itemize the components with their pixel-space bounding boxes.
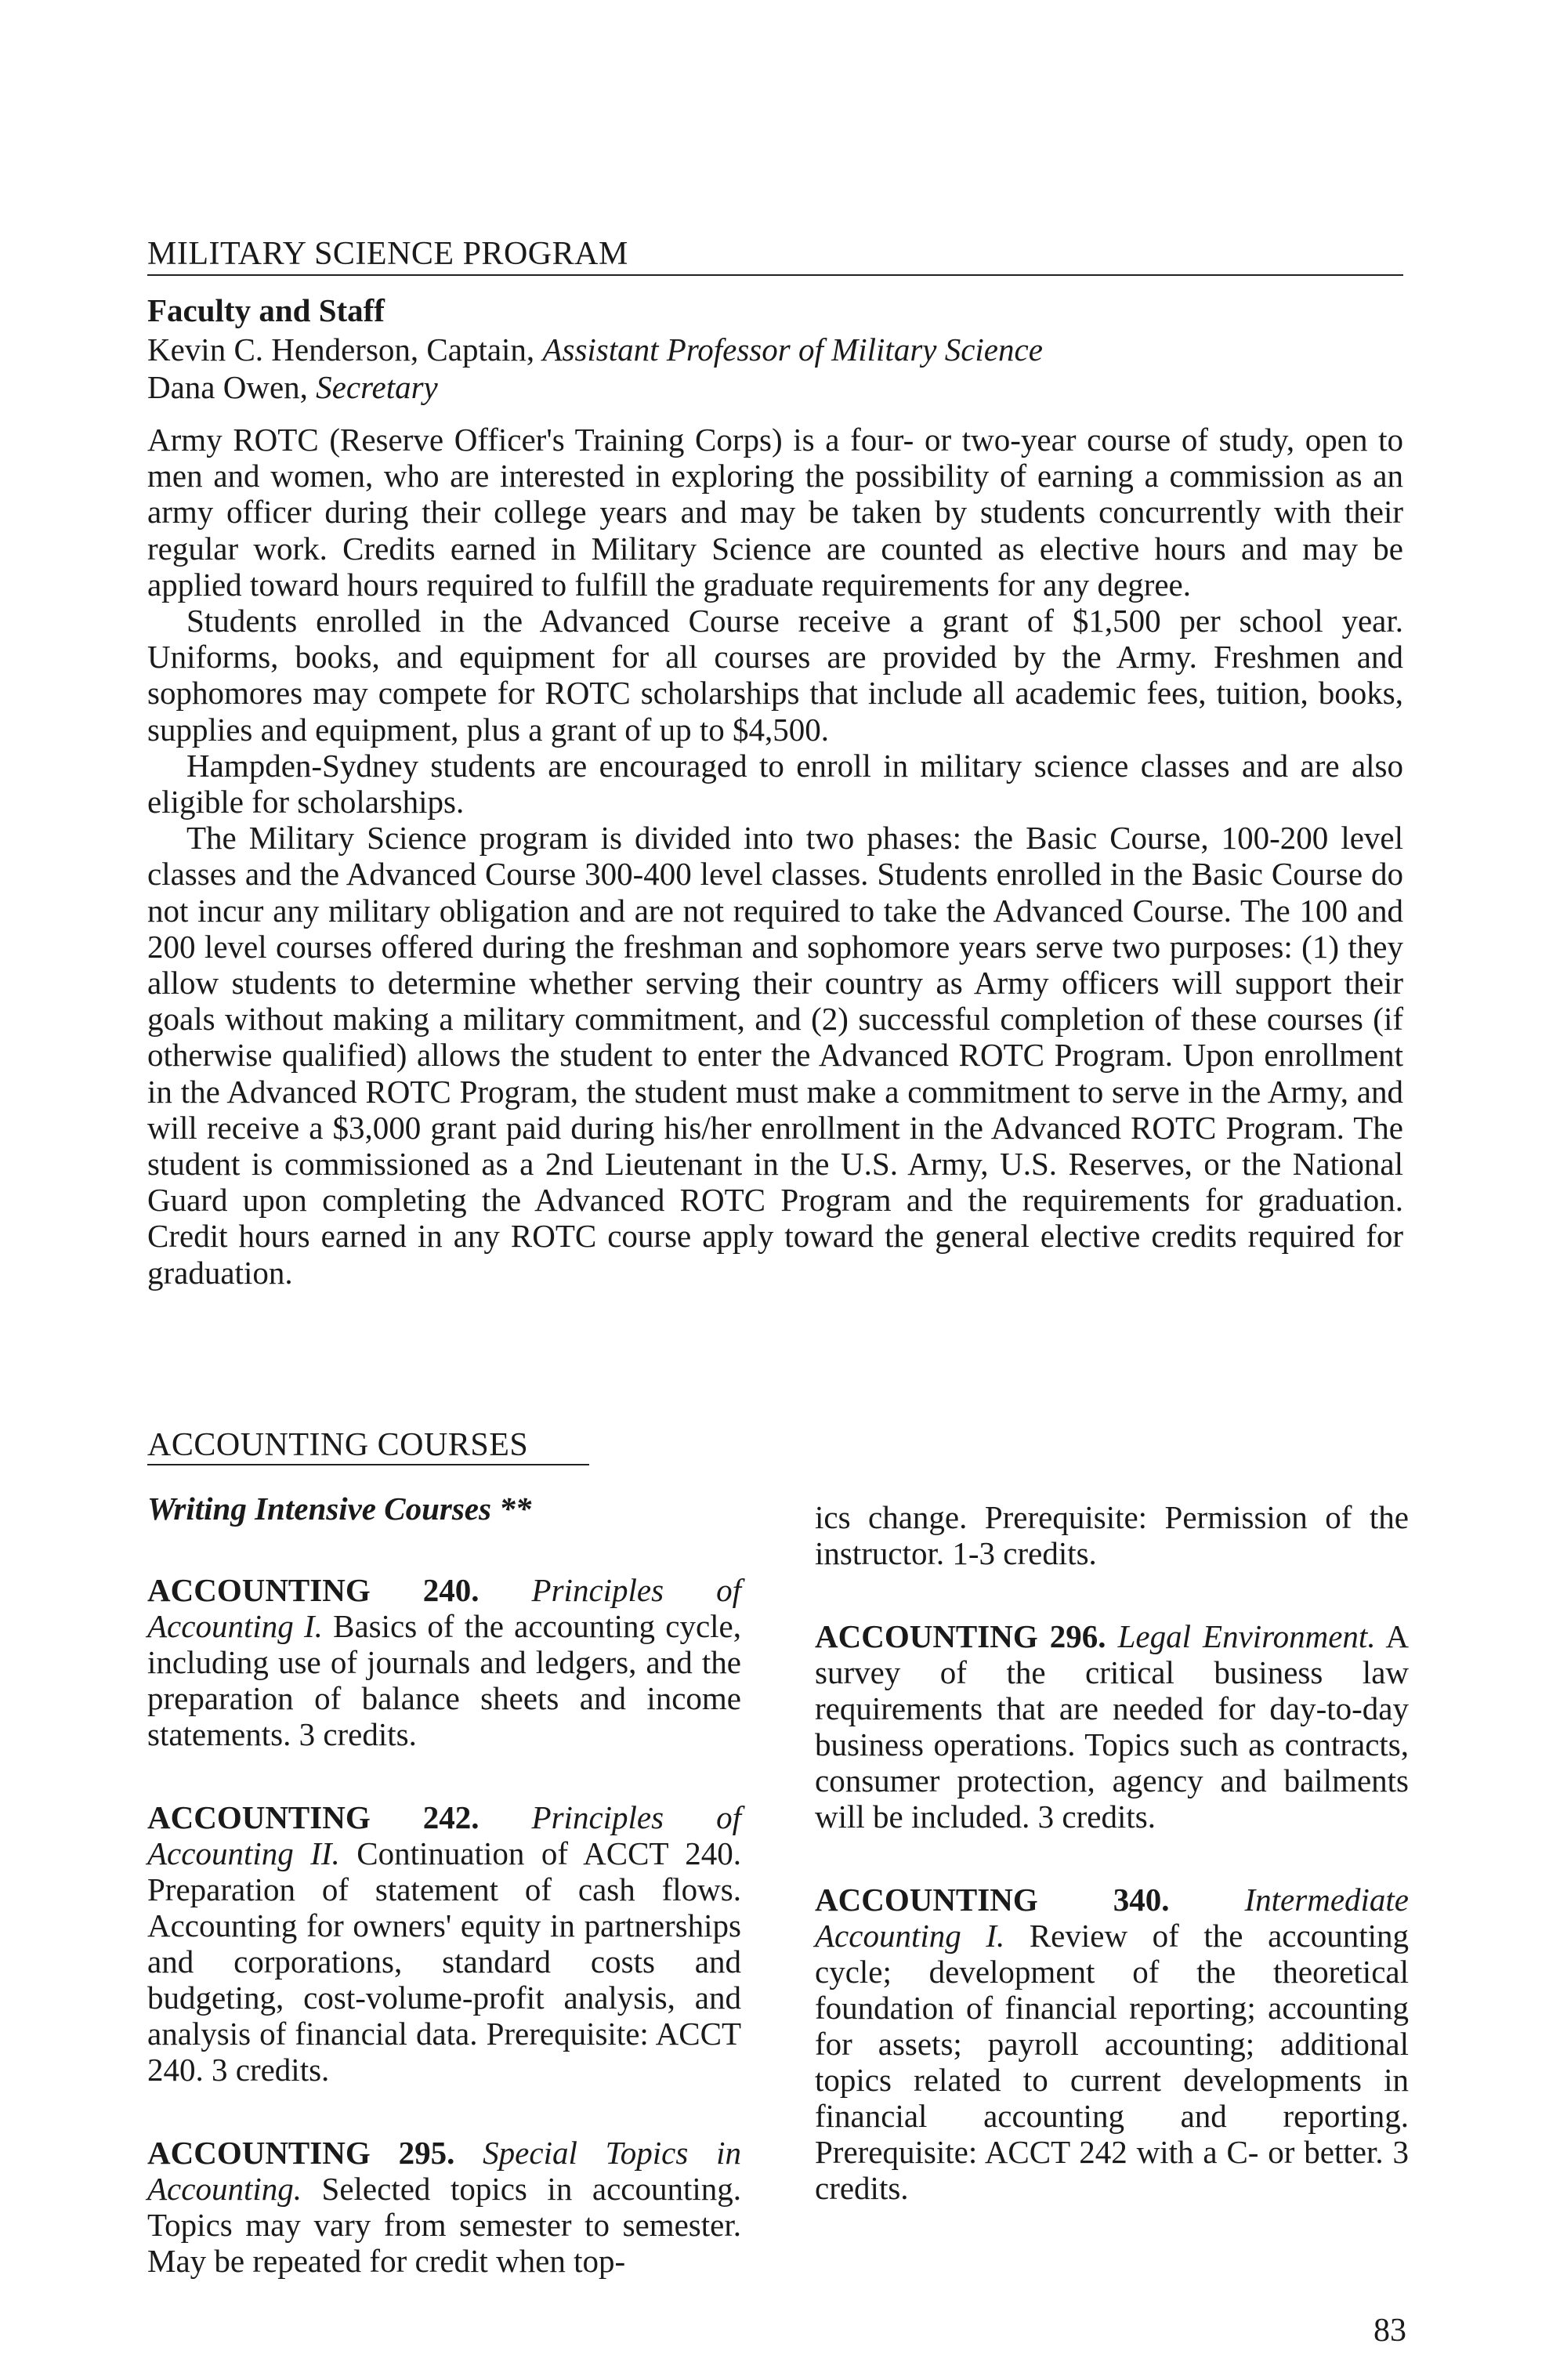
- page-number: 83: [1373, 2313, 1406, 2349]
- course-accounting-240: [147, 1572, 741, 1752]
- course-number: ACCOUNTING 340.: [815, 1882, 1245, 1918]
- course-title: Principles of Accounting I.: [147, 1572, 741, 1644]
- course-title: Special Topics in Accounting.: [147, 2135, 741, 2207]
- course-description: Selected topics in accounting. Topics may vary from semester to semester. May be repeated for credit when top-: [147, 2171, 741, 2279]
- course-description: Basics of the accounting cycle, including use of journals and ledgers, and the preparation of balance sheets and income statements. 3 credits.: [147, 1608, 741, 1752]
- course-number: ACCOUNTING 240.: [147, 1572, 532, 1608]
- course-title: Principles of Accounting II.: [147, 1799, 741, 1871]
- paragraph-advanced-course-grant: Students enrolled in the Advanced Course receive a grant of $1,500 per school year. Uniforms, books, and equipment for all courses are provided by the Army. Freshmen and sophomores may compete for ROTC scholarships that include all academic fees, tuition, books, supplies and equipment, plus a grant of up to $4,500.: [147, 603, 1403, 748]
- staff-title: Assistant Professor of Military Science: [542, 331, 1043, 368]
- paragraph-program-phases: The Military Science program is divided into two phases: the Basic Course, 100-200 level classes and the Advanced Course 300-400 level classes. Students enrolled in the Basic Course do not incur any military obligation and are not required to take the Advanced Course. The 100 and 200 level courses offered during the freshman and sophomore years serve two purposes: (1) they allow students to determine whether serving their country as Army officers will support their goals without making a military commitment, and (2) successful completion of these courses (if otherwise qualified) allows the student to enter the Advanced ROTC Program. Upon enrollment in the Advanced ROTC Program, the student must make a commitment to serve in the Army, and will receive a $3,000 grant paid during his/her enrollment in the Advanced ROTC Program. The student is commissioned as a 2nd Lieutenant in the U.S. Army, U.S. Reserves, or the National Guard upon completing the Advanced ROTC Program and the requirements for graduation. Credit hours earned in any ROTC course apply toward the general elective credits required for graduation.: [147, 820, 1403, 1291]
- paragraph-hampden-sydney: Hampden-Sydney students are encouraged to enroll in military science classes and are also eligible for scholarships.: [147, 747, 1403, 821]
- accounting-left-column: [147, 1491, 741, 2326]
- course-accounting-340: [815, 1882, 1409, 2206]
- staff-name: Kevin C. Henderson, Captain,: [147, 331, 543, 368]
- course-accounting-296: [815, 1618, 1409, 1835]
- course-number: ACCOUNTING 295.: [147, 2135, 483, 2171]
- staff-name: Dana Owen,: [147, 369, 317, 405]
- accounting-heading-rule: [147, 1464, 589, 1465]
- military-heading-rule: [147, 274, 1403, 276]
- course-title: Legal Environment.: [1117, 1618, 1376, 1654]
- course-title: Intermediate Accounting I.: [815, 1882, 1409, 1954]
- course-description: A survey of the critical business law requirements that are needed for day-to-day business operations. Topics such as contracts, consumer protection, agency and bailments will be included. 3 credits.: [815, 1618, 1409, 1835]
- military-science-heading: MILITARY SCIENCE PROGRAM: [147, 236, 628, 272]
- course-number: ACCOUNTING 242.: [147, 1799, 532, 1835]
- staff-title: Secretary: [316, 369, 438, 405]
- accounting-right-column: [815, 1499, 1409, 2253]
- course-number: ACCOUNTING 296.: [815, 1618, 1118, 1654]
- course-description: Review of the accounting cycle; development of the theoretical foundation of financial reporting; accounting for assets; payroll accounting; additional topics related to current developments in financial accounting and reporting. Prerequisite: ACCT 242 with a C- or better. 3 credits.: [815, 1918, 1409, 2206]
- accounting-courses-heading: ACCOUNTING COURSES: [147, 1427, 529, 1463]
- course-accounting-242: [147, 1799, 741, 2088]
- paragraph-rotc-overview: Army ROTC (Reserve Officer's Training Corps) is a four- or two-year course of study, open to men and women, who are interested in exploring the possibility of earning a commission as an army officer during their college years and may be taken by students concurrently with their regular work. Credits earned in Military Science are counted as elective hours and may be applied toward hours required to fulfill the graduate requirements for any degree.: [147, 422, 1403, 603]
- course-description: Continuation of ACCT 240. Preparation of statement of cash flows. Accounting for owners' equity in partnerships and corporations, standard costs and budgeting, cost-volume-profit analysis, and analysis of financial data. Prerequisite: ACCT 240. 3 credits.: [147, 1835, 742, 2088]
- writing-intensive-note: Writing Intensive Courses **: [147, 1491, 532, 1527]
- course-accounting-295: [147, 2135, 741, 2279]
- faculty-staff-heading: Faculty and Staff: [147, 292, 385, 328]
- military-science-body: [147, 422, 1403, 1291]
- staff-line-henderson: [147, 331, 1043, 368]
- course-295-continuation: ics change. Prerequisite: Permission of the instructor. 1-3 credits.: [815, 1499, 1409, 1571]
- staff-line-owen: [147, 368, 438, 406]
